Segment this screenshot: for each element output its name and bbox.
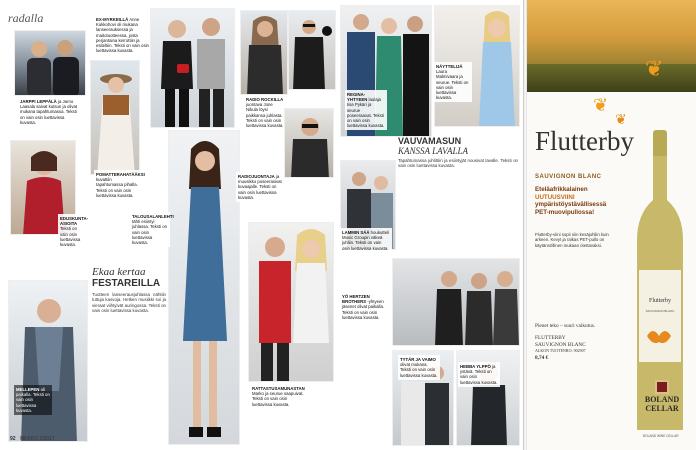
article2-heading: VAUVAMASUN KANSSA LAVALLA xyxy=(398,136,468,156)
ad-subtitle: SAUVIGNON BLANC xyxy=(535,174,602,180)
couple-silhouette-icon xyxy=(249,223,334,382)
page-number: 92 MEKKO 2/2017 xyxy=(10,436,55,442)
caption-mellepen: MELLEPEN oli paikalla. Teksti on vain osin luettavissa kuvasta. xyxy=(14,385,52,415)
woman-silhouette-icon xyxy=(169,131,240,445)
ad-footer: BOLAND WINE CELLAR xyxy=(643,434,679,438)
photo-man-radio xyxy=(284,108,334,178)
photo-hertzen xyxy=(392,258,520,346)
caption-talous: TALOUSALANLEHTI tähti esiintyi juhlassa. Teksti on vain osin luettavissa kuvasta. xyxy=(130,212,170,247)
caption-jarppi: JARPPI LEPPÄLÄ ja Jarno Laasala saivat kutsun ja olivat mukana tapahtumassa. Teksti on vain osin luettavissa kuvasta. xyxy=(18,97,82,127)
photo-woman-blue-dress xyxy=(168,130,240,445)
butterfly-icon: ❦ xyxy=(593,95,609,115)
photo-rocker xyxy=(240,10,288,95)
ad-brand: Flutterby xyxy=(535,126,634,156)
photo-sunglasses-pair xyxy=(288,10,336,90)
ad-field xyxy=(527,64,696,92)
ad-tagline: Pienet teko – suuri vaikutus. FLUTTERBY SAUVIGNON BLANC ALKON TUOTENRO: 902907 8,74 € xyxy=(535,323,596,361)
photo-couple-bottom xyxy=(248,222,334,382)
article1-heading: Ekaa kertaa FESTAREILLA xyxy=(92,266,161,289)
man-silhouette-icon xyxy=(241,11,288,95)
section-tag: radalla xyxy=(8,11,44,25)
butterfly-icon: ❦ xyxy=(645,56,664,81)
photo-two-men xyxy=(14,30,86,96)
people-silhouette-icon xyxy=(15,31,86,96)
photo-man-check xyxy=(8,280,88,442)
caption-regina: REGINA-YHTYEEN laulaja Iisa Pykäri ja seurue poseeraavat. Teksti on vain osin luettavissa kuvasta. xyxy=(345,90,387,130)
man-silhouette-icon xyxy=(9,281,88,442)
boland-logo: BOLAND CELLAR xyxy=(634,380,690,413)
caption-pomatte: POMATTERAHATÄÄKSI kuvattiin tapahtumassa pihalla. Teksti on vain osin luettavissa kuvasta. xyxy=(94,170,140,200)
caption-nayttelija: NÄYTTELIJÄ Laura Malmivaara ja seurue. Teksti on vain osin luettavissa kuvasta. xyxy=(434,62,472,102)
butterfly-icon: ❦ xyxy=(615,111,627,127)
ad-body: Flutterby-viini sopii niin kesäjuhliin kuin arkeen. Kevyt ja raikas PET-pullo on käytännöllinen mukaan otettavaksi. xyxy=(535,232,609,248)
caption-eduskunta: EDUSKUNTA-ASIOITA Teksti on vain osin luettavissa kuvasta. xyxy=(58,214,88,249)
couple-silhouette-icon xyxy=(151,9,235,128)
bottle-label-brand: Flutterby xyxy=(649,298,671,304)
photo-woman-hat xyxy=(90,60,140,175)
caption-rattas: RATTASTUSAMUNASTAN Marko ja seurue saapuivat. Teksti on vain osin luettavissa kuvasta. xyxy=(250,384,308,409)
caption-hebba: HEBBA YLPPÖ ja ystävä. Teksti on vain osin luettavissa kuvasta. xyxy=(458,362,500,387)
caption-exmyrkeilla: EX-MYRKEILLÄ Anne Kukkohovi oli mukana lanseerauksessa ja maitotuotteessa, josta perjantaina kerrottiin ja esiteltiin. Teksti on vain osin luettavissa kuvasta. xyxy=(94,15,152,55)
band-silhouette-icon xyxy=(393,259,520,346)
people-silhouette-icon xyxy=(289,11,336,90)
woman-silhouette-icon xyxy=(91,61,140,175)
photo-couple xyxy=(150,8,235,128)
wine-ad-page xyxy=(527,0,696,450)
caption-hertzen: YÖ HERTZEN BROTHERS -yhtyeen jäsenet olivat paikalla. Teksti on vain osin luettavissa kuvasta. xyxy=(340,292,388,322)
man-silhouette-icon xyxy=(285,109,334,178)
article1-body: Tuotteen lanseerausjuhlassa nähtiin tuttuja kasvoja. Hetken musiikki soi ja vieraat viihtyivät auringossa. Teksti on vain osin luettavissa kuvasta. xyxy=(92,292,166,313)
caption-tytar: TYTÄR JA VAIMO olivat mukana. Teksti on vain osin luettavissa kuvasta. xyxy=(398,355,440,380)
caption-radio-rock: RADIO ROCKILLA juontava Jone Nikula löysi paikkansa juhlasta. Teksti on vain osin luettavissa kuvasta. xyxy=(244,95,286,130)
caption-radiojuontaja: RADIOJUONTAJA ja muusikko poseerasivat kuvaajalle. Teksti on vain osin luettavissa kuvasta. xyxy=(236,172,284,202)
article2-body: Tapahtumassa juhlittiin ja esiintyjät nousivat lavalle. Teksti on vain osin luettavissa kuvasta. xyxy=(398,158,518,169)
bottle-label-sub: SAUVIGNON BLANC xyxy=(645,309,675,313)
caption-lammin: LAMMIN SÄÄ houkutteli Music Groupin väkeä juhliin. Teksti on vain osin luettavissa kuvasta. xyxy=(340,228,392,253)
ad-headline: Eteläafrikkalainen UUTUUSVIINI ympäristöystävällisessä PET-muovipullossa! xyxy=(535,186,607,216)
